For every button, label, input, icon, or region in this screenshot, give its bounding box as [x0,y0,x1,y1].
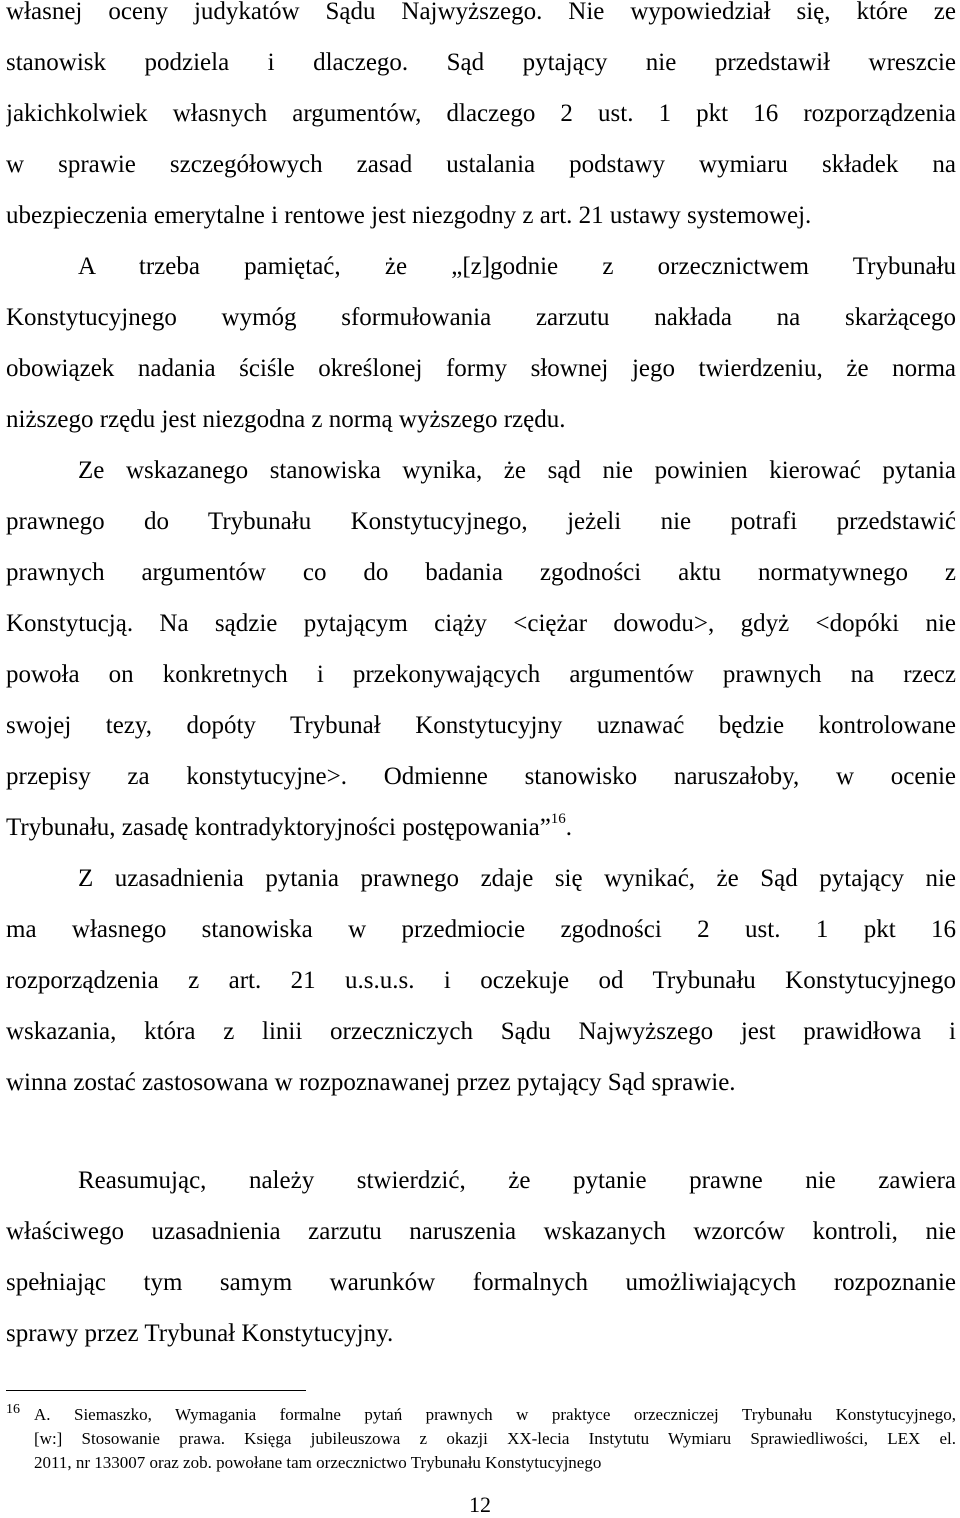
text-line: spełniając tym samym warunków formalnych umożliwiających rozpoznanie [6,1269,956,1296]
text-line-with-footnote-ref [6,803,956,853]
text-line: niższego rzędu jest niezgodna z normą wyższego rzędu. [6,406,566,433]
text-line: ubezpieczenia emerytalne i rentowe jest niezgodny z art. 21 ustawy systemowej. [6,202,812,229]
text-line: wskazania, która z linii orzeczniczych Sądu Najwyższego jest prawidłowa i [6,1018,956,1045]
text-line: sprawy przez Trybunał Konstytucyjny. [6,1320,394,1347]
sentence-end: . [565,814,573,841]
text-line: A trzeba pamiętać, że „[z]godnie z orzecznictwem Trybunału [78,253,956,280]
footnote-separator [6,1390,306,1391]
text-line: ma własnego stanowiska w przedmiocie zgodności 2 ust. 1 pkt 16 [6,916,956,943]
footnote-line: [w:] Stosowanie prawa. Księga jubileuszowa z okazji XX-lecia Instytutu Wymiaru Sprawiedliwości, LEX el. [34,1429,956,1448]
text-line: obowiązek nadania ściśle określonej formy słownej jego twierdzeniu, że norma [6,355,956,382]
text-line: Konstytucyjnego wymóg sformułowania zarzutu nakłada na skarżącego [6,304,956,331]
text-line-content: Trybunału, zasadę kontradyktoryjności postępowania” [6,814,551,841]
footnote-line: A. Siemaszko, Wymagania formalne pytań prawnych w praktyce orzeczniczej Trybunału Konstytucyjnego, [34,1405,956,1424]
text-line: Ze wskazanego stanowiska wynika, że sąd nie powinien kierować pytania [78,457,956,484]
text-line: przepisy za konstytucyjne>. Odmienne stanowisko naruszałoby, w ocenie [6,763,956,790]
footnote-line: 2011, nr 133007 oraz zob. powołane tam orzecznictwo Trybunału Konstytucyjnego [34,1453,602,1472]
footnote-number: 16 [6,1402,20,1417]
text-line: powoła on konkretnych i przekonywających argumentów prawnych na rzecz [6,661,956,688]
text-line: prawnego do Trybunału Konstytucyjnego, jeżeli nie potrafi przedstawić [6,508,956,535]
text-line: stanowisk podziela i dlaczego. Sąd pytający nie przedstawił wreszcie [6,49,956,76]
text-line: winna zostać zastosowana w rozpoznawanej przez pytający Sąd sprawie. [6,1069,736,1096]
text-line: własnej oceny judykatów Sądu Najwyższego. Nie wypowiedział się, które ze [6,0,956,25]
text-line: właściwego uzasadnienia zarzutu naruszenia wskazanych wzorców kontroli, nie [6,1218,956,1245]
page-number: 12 [469,1492,491,1517]
text-line: Z uzasadnienia pytania prawnego zdaje się wynikać, że Sąd pytający nie [78,865,956,892]
text-line: swojej tezy, dopóty Trybunał Konstytucyjny uznawać będzie kontrolowane [6,712,956,739]
text-line: Reasumując, należy stwierdzić, że pytanie prawne nie zawiera [78,1167,956,1194]
text-line: rozporządzenia z art. 21 u.s.u.s. i oczekuje od Trybunału Konstytucyjnego [6,967,956,994]
text-line: w sprawie szczegółowych zasad ustalania podstawy wymiaru składek na [6,151,956,178]
text-line: jakichkolwiek własnych argumentów, dlaczego 2 ust. 1 pkt 16 rozporządzenia [6,100,956,127]
text-line: prawnych argumentów co do badania zgodności aktu normatywnego z [6,559,956,586]
text-line: Konstytucją. Na sądzie pytającym ciąży <ciężar dowodu>, gdyż <dopóki nie [6,610,956,637]
footnote-reference: 16 [550,811,566,827]
